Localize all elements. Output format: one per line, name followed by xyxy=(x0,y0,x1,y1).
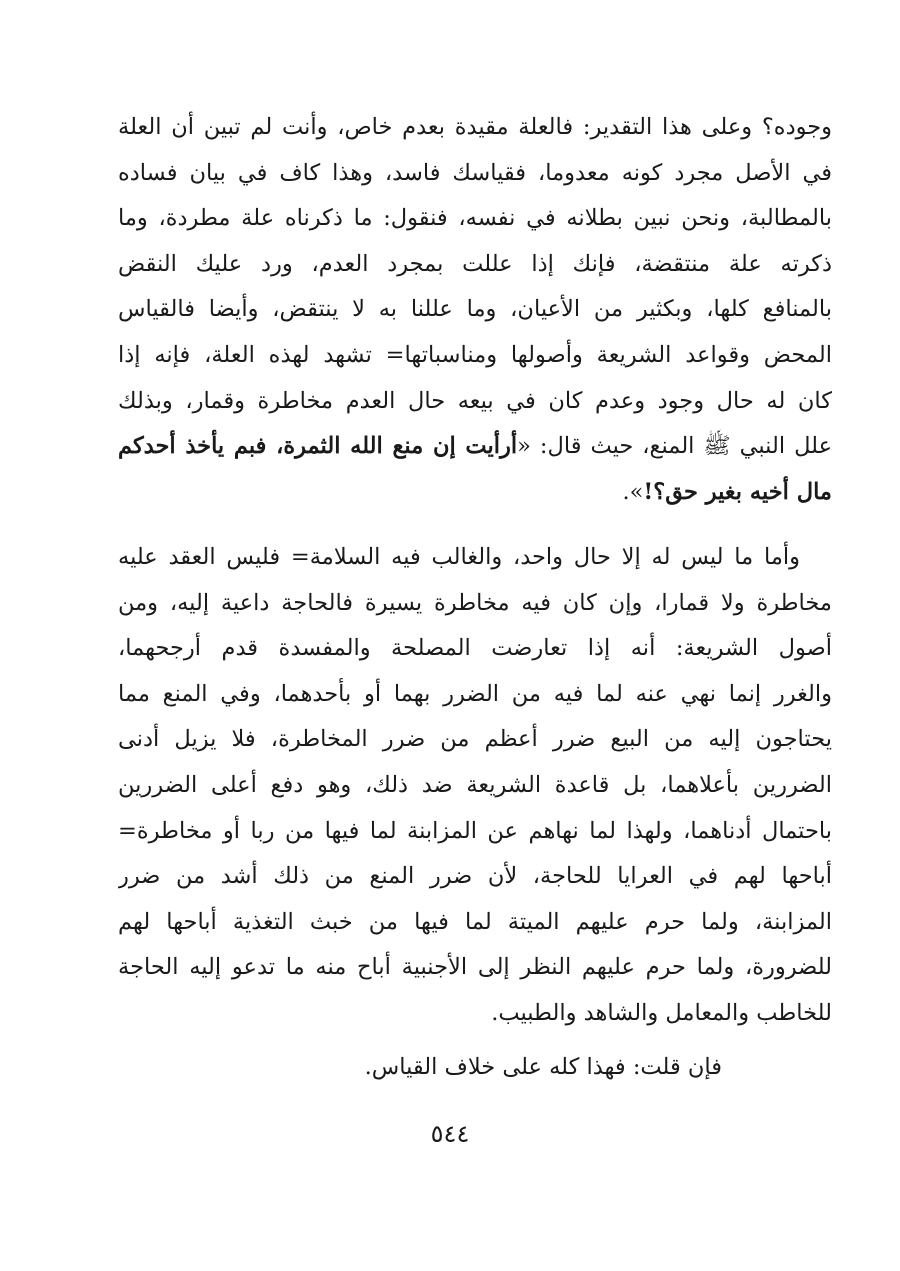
paragraph-1 xyxy=(118,105,832,515)
text-line: بالمنافع كلها، وبكثير من الأعيان، وما عللنا به لا ينتقض، وأيضا فالقياس xyxy=(118,296,832,323)
text-line: بالمطالبة، ونحن نبين بطلانه في نفسه، فنقول: ما ذكرناه علة مطردة، وما xyxy=(118,205,832,232)
text-line-with-hadith xyxy=(118,424,832,470)
text-line-hadith-end xyxy=(118,470,832,516)
text-line: وأما ما ليس له إلا حال واحد، والغالب فيه السلامة= فليس العقد عليه xyxy=(118,544,800,570)
hadith-close: ». xyxy=(622,478,644,505)
hadith-quote-part-2: مال أخيه بغير حق؟! xyxy=(643,478,832,505)
text-line: وجوده؟ وعلى هذا التقدير: فالعلة مقيدة بعدم خاص، وأنت لم تبين أن العلة xyxy=(118,114,832,140)
text-line: في الأصل مجرد كونه معدوما، فقياسك فاسد، وهذا كاف في بيان فساده xyxy=(118,159,832,186)
text-line: للضرورة، ولما حرم عليهم النظر إلى الأجنبية أباح منه ما تدعو إليه الحاجة xyxy=(118,954,832,981)
paragraph-3 xyxy=(118,1045,832,1091)
text-line: مخاطرة ولا قمارا، وإن كان فيه مخاطرة يسيرة فالحاجة داعية إليه، ومن xyxy=(118,589,832,616)
text-line: أباحها لهم في العرايا للحاجة، لأن ضرر المنع من ذلك أشد من ضرر xyxy=(118,863,832,890)
text-line: والغرر إنما نهي عنه لما فيه من الضرر بهما أو بأحدهما، وفي المنع مما xyxy=(118,680,832,707)
hadith-intro: علل النبي ﷺ المنع، حيث قال: « xyxy=(517,433,832,460)
text-line: كان له حال وجود وعدم كان في بيعه حال العدم مخاطرة وقمار، وبذلك xyxy=(118,387,832,414)
text-line: فإن قلت: فهذا كله على خلاف القياس. xyxy=(364,1054,722,1080)
page-number: ٥٤٤ xyxy=(430,1120,470,1148)
text-line: أصول الشريعة: أنه إذا تعارضت المصلحة والمفسدة قدم أرجحهما، xyxy=(118,635,832,662)
text-line: للخاطب والمعامل والشاهد والطبيب. xyxy=(491,999,832,1026)
text-line: المزابنة، ولما حرم عليهم الميتة لما فيها من خبث التغذية أباحها لهم xyxy=(118,908,832,935)
text-line: باحتمال أدناهما، ولهذا لما نهاهم عن المزابنة لما فيها من ربا أو مخاطرة= xyxy=(118,817,832,844)
text-line: الضررين بأعلاهما، بل قاعدة الشريعة ضد ذلك، وهو دفع أعلى الضررين xyxy=(118,771,832,798)
text-line: يحتاجون إليه من البيع ضرر أعظم من ضرر المخاطرة، فلا يزيل أدنى xyxy=(118,726,832,753)
text-line: المحض وقواعد الشريعة وأصولها ومناسباتها= تشهد لهذه العلة، فإنه إذا xyxy=(118,341,832,368)
text-line: ذكرته علة منتقضة، فإنك إذا عللت بمجرد العدم، ورد عليك النقض xyxy=(118,250,832,277)
hadith-quote-part-1: أرأيت إن منع الله الثمرة، فبم يأخذ أحدكم xyxy=(118,433,518,460)
paragraph-2 xyxy=(118,535,832,1037)
